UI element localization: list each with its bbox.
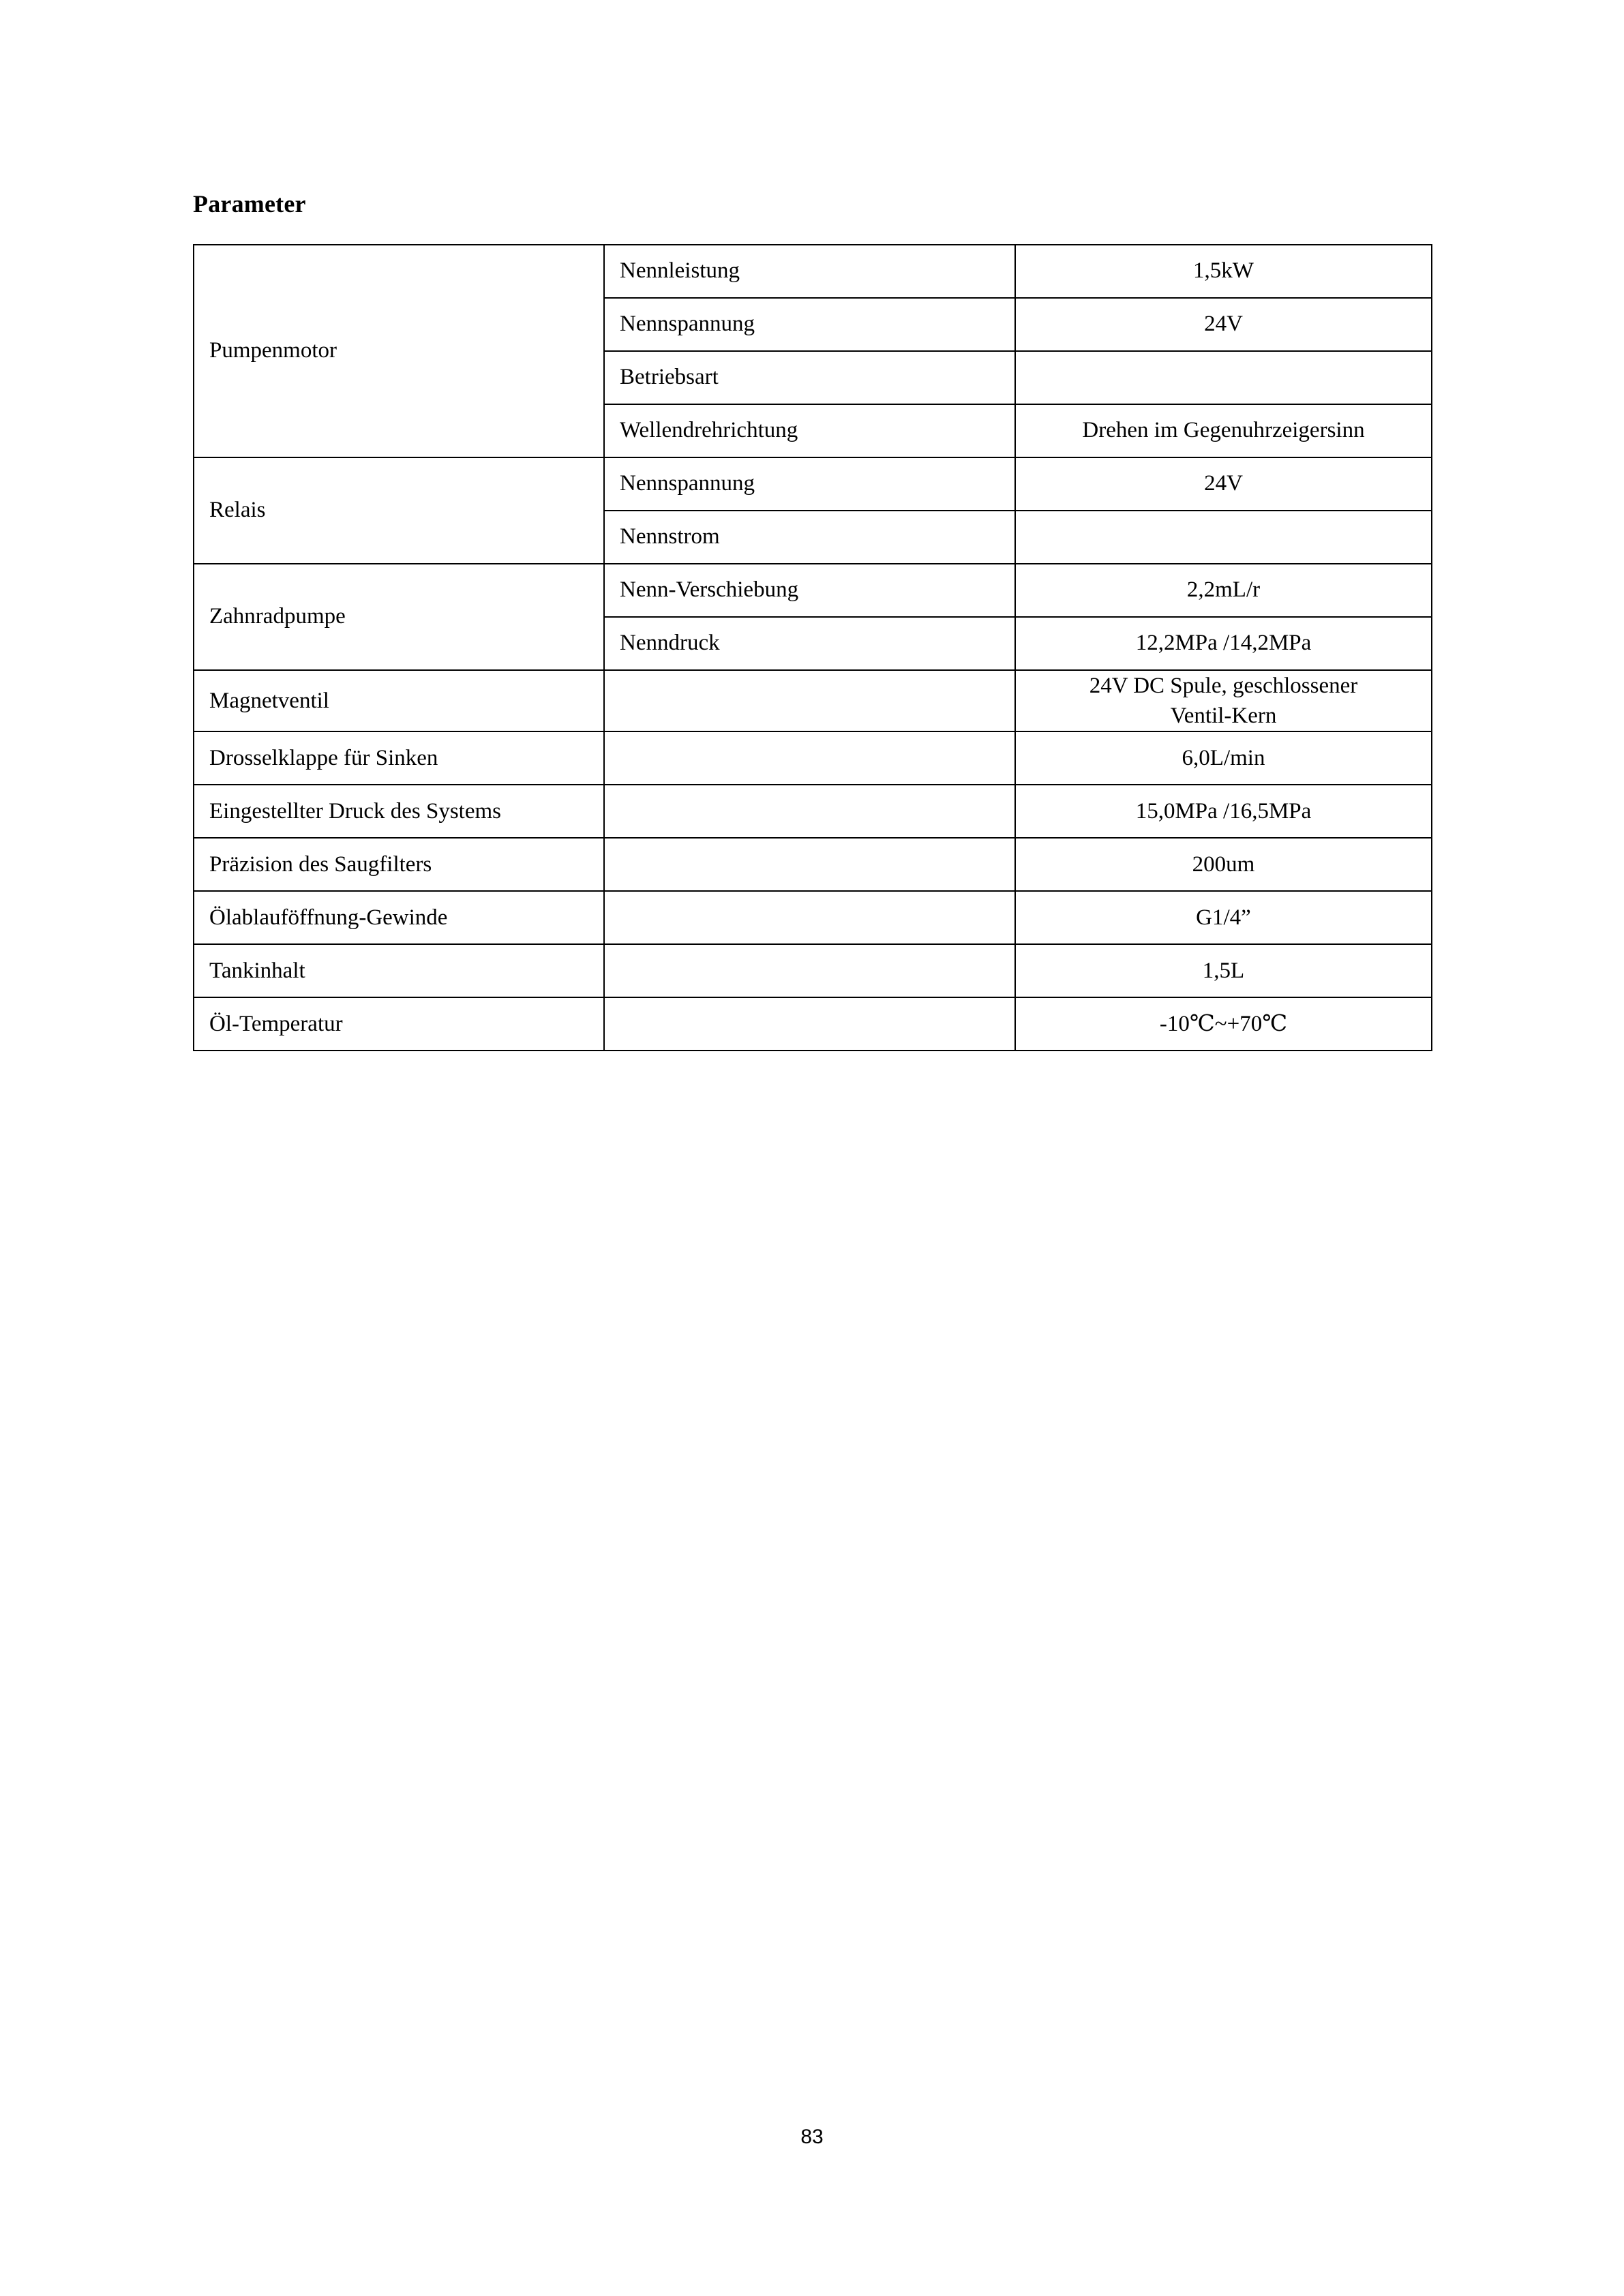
page-title: Parameter bbox=[193, 190, 306, 217]
group-cell-zahnradpumpe: Zahnradpumpe bbox=[194, 564, 604, 670]
attribute-cell: Wellendrehrichtung bbox=[604, 404, 1015, 457]
value-cell: 2,2mL/r bbox=[1015, 564, 1432, 617]
value-cell bbox=[1015, 511, 1432, 564]
group-cell-magnetventil: Magnetventil bbox=[194, 670, 604, 731]
attribute-cell: Betriebsart bbox=[604, 351, 1015, 404]
table-row bbox=[194, 997, 1432, 1051]
group-cell-drosselklappe: Drosselklappe für Sinken bbox=[194, 731, 604, 785]
value-cell: 12,2MPa /14,2MPa bbox=[1015, 617, 1432, 670]
group-cell-pumpenmotor: Pumpenmotor bbox=[194, 245, 604, 457]
table-row bbox=[194, 785, 1432, 838]
group-cell-systemdruck: Eingestellter Druck des Systems bbox=[194, 785, 604, 838]
table-row bbox=[194, 944, 1432, 997]
attribute-cell bbox=[604, 944, 1015, 997]
value-cell bbox=[1015, 351, 1432, 404]
table-row bbox=[194, 670, 1432, 731]
value-cell bbox=[1015, 670, 1432, 731]
table-row bbox=[194, 245, 1432, 298]
attribute-cell: Nenndruck bbox=[604, 617, 1015, 670]
value-cell: -10℃~+70℃ bbox=[1015, 997, 1432, 1051]
group-cell-tankinhalt: Tankinhalt bbox=[194, 944, 604, 997]
value-cell: 1,5kW bbox=[1015, 245, 1432, 298]
value-cell: Drehen im Gegenuhrzeigersinn bbox=[1015, 404, 1432, 457]
attribute-cell bbox=[604, 838, 1015, 891]
parameter-table-body bbox=[194, 245, 1432, 1051]
table-row bbox=[194, 457, 1432, 511]
attribute-cell bbox=[604, 785, 1015, 838]
group-cell-oeltemperatur: Öl-Temperatur bbox=[194, 997, 604, 1051]
attribute-cell bbox=[604, 891, 1015, 944]
attribute-cell bbox=[604, 731, 1015, 785]
page-number: 83 bbox=[800, 2126, 824, 2148]
attribute-cell: Nennleistung bbox=[604, 245, 1015, 298]
group-cell-relais: Relais bbox=[194, 457, 604, 564]
value-line-1: 24V DC Spule, geschlossener bbox=[1089, 673, 1358, 698]
table-row bbox=[194, 731, 1432, 785]
value-cell: 200um bbox=[1015, 838, 1432, 891]
table-row bbox=[194, 838, 1432, 891]
attribute-cell: Nenn-Verschiebung bbox=[604, 564, 1015, 617]
table-row bbox=[194, 564, 1432, 617]
value-cell: 6,0L/min bbox=[1015, 731, 1432, 785]
group-cell-saugfilter: Präzision des Saugfilters bbox=[194, 838, 604, 891]
value-cell: 24V bbox=[1015, 457, 1432, 511]
parameter-table bbox=[193, 244, 1432, 1051]
value-cell: G1/4” bbox=[1015, 891, 1432, 944]
attribute-cell bbox=[604, 670, 1015, 731]
attribute-cell: Nennstrom bbox=[604, 511, 1015, 564]
table-row bbox=[194, 891, 1432, 944]
attribute-cell: Nennspannung bbox=[604, 298, 1015, 351]
page-content bbox=[193, 191, 1431, 1051]
attribute-cell: Nennspannung bbox=[604, 457, 1015, 511]
value-line-2: Ventil-Kern bbox=[1170, 703, 1277, 728]
value-cell: 24V bbox=[1015, 298, 1432, 351]
value-cell: 15,0MPa /16,5MPa bbox=[1015, 785, 1432, 838]
attribute-cell bbox=[604, 997, 1015, 1051]
group-cell-oelablauf: Ölablauföffnung-Gewinde bbox=[194, 891, 604, 944]
value-cell: 1,5L bbox=[1015, 944, 1432, 997]
